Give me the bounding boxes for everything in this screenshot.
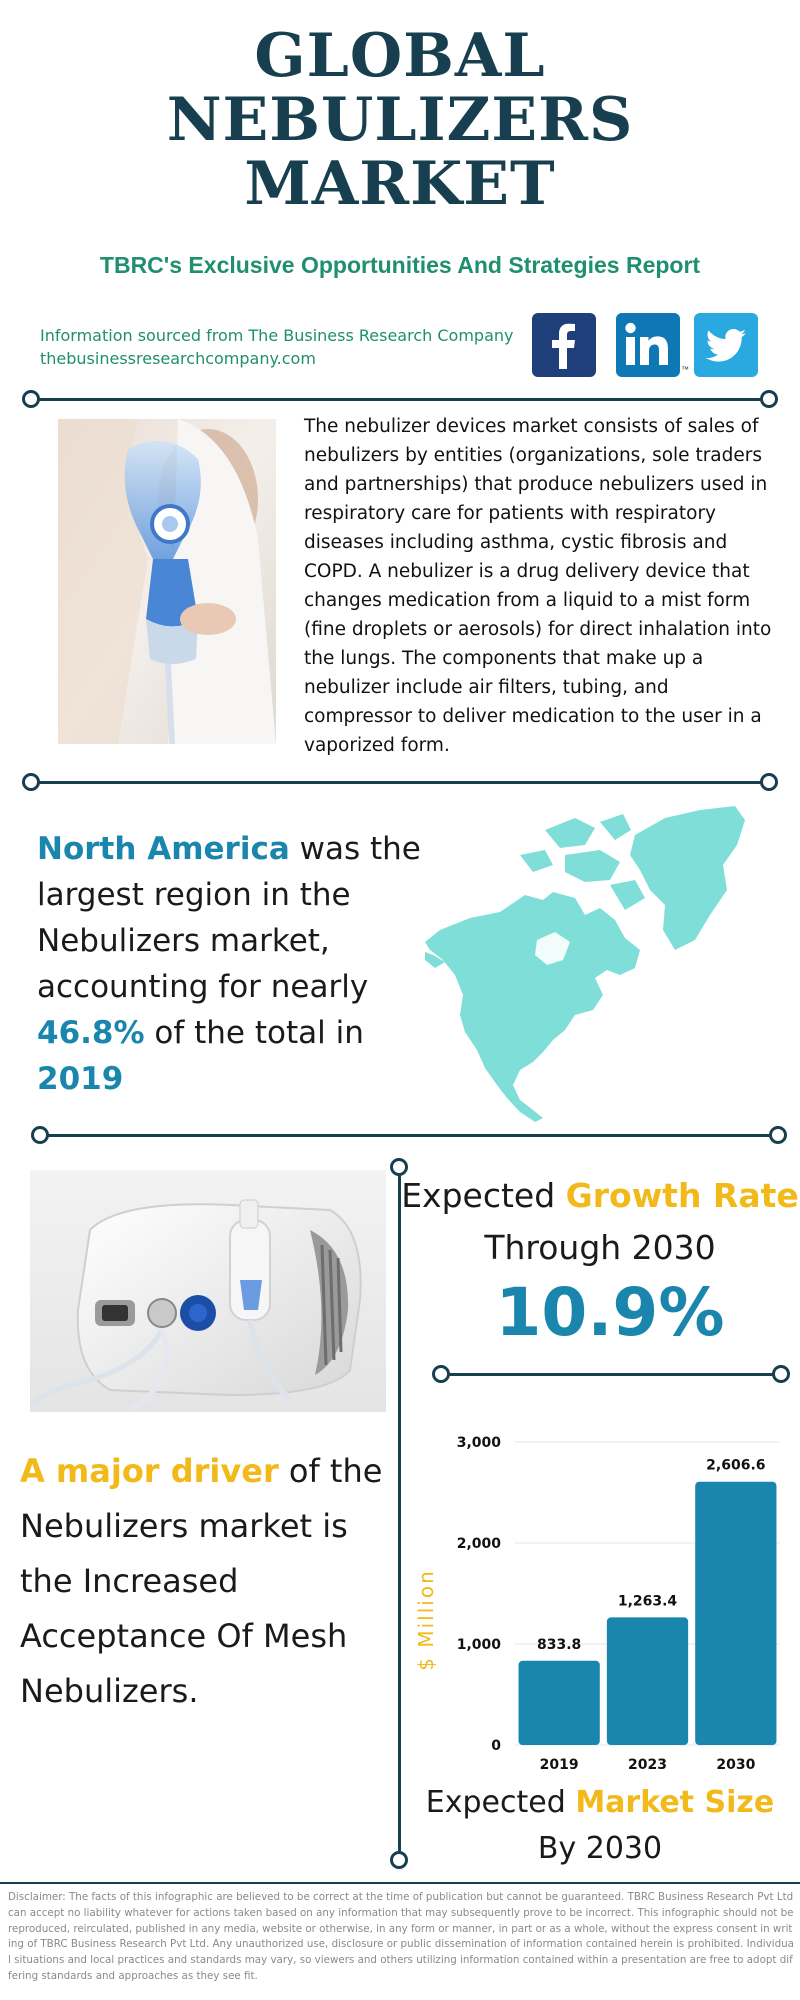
market-label-period: By 2030: [537, 1831, 663, 1866]
region-text: of the total in: [144, 1015, 364, 1051]
data-label: 2,606.6: [706, 1457, 766, 1474]
divider-node: [22, 773, 40, 791]
x-tick-label: 2019: [539, 1757, 579, 1773]
divider: [441, 1373, 781, 1376]
y-axis-label: $ Million: [414, 1569, 438, 1671]
region-share: 46.8%: [37, 1015, 145, 1051]
y-tick-label: 3,000: [456, 1435, 501, 1451]
divider-node: [760, 773, 778, 791]
page-title: [0, 21, 800, 219]
source-line: Information sourced from The Business Research Company: [40, 326, 514, 345]
divider-node: [760, 390, 778, 408]
y-tick-label: 2,000: [456, 1536, 501, 1552]
divider-node: [772, 1365, 790, 1383]
trademark-symbol: ™: [681, 365, 689, 374]
title-line: GLOBAL: [254, 21, 546, 91]
disclaimer-text: Disclaimer: The facts of this infographic are believed to be correct at the time of publication but cannot be guaranteed. TBRC Business Research Pvt Ltd can accept no liability whatever for actions taken based on any information that may subsequently prove to be incorrect. This infographic should not be reproduced, reirculated, published in any media, website or otherwise, in any form or manner, in part or as a whole, without the express consent in writing of TBRC Business Research Pvt Ltd. Any unauthorized use, disclosure or public dissemination of information contained herein is prohibited. Individual situations and local practices and standards may vary, so viewers and others utilizing information contained within a presentation are free to adopt differing standards and approaches as they see fit.: [8, 1891, 794, 1982]
region-year: 2019: [37, 1061, 124, 1097]
y-tick-label: 1,000: [456, 1637, 501, 1653]
divider: [31, 781, 770, 784]
driver-highlight: A major driver: [20, 1452, 279, 1490]
growth-rate-label: [400, 1170, 800, 1274]
x-tick-label: 2030: [716, 1757, 756, 1773]
divider: [31, 398, 770, 401]
bar: [519, 1661, 600, 1745]
growth-label-highlight: Growth Rate: [565, 1176, 799, 1215]
market-label-highlight: Market Size: [575, 1785, 775, 1820]
divider-node: [432, 1365, 450, 1383]
disclaimer-divider: [0, 1882, 800, 1884]
subtitle: TBRC's Exclusive Opportunities And Strategies Report: [99, 252, 701, 278]
divider-node: [22, 390, 40, 408]
divider-node: [31, 1126, 49, 1144]
linkedin-icon[interactable]: [616, 313, 680, 377]
nebulizer-mask-photo: [58, 419, 276, 744]
region-statement: [37, 826, 427, 1102]
title-line: MARKET: [244, 149, 556, 219]
divider-node: [769, 1126, 787, 1144]
data-label: 1,263.4: [617, 1593, 678, 1610]
market-label-text: Expected: [425, 1785, 576, 1820]
region-text: was the largest region in the Nebulizers market, accounting for nearly: [37, 831, 421, 1005]
north-america-map: [425, 800, 755, 1125]
bar-chart-svg: [405, 1420, 785, 1780]
facebook-icon[interactable]: [532, 313, 596, 377]
market-size-chart: [405, 1420, 785, 1785]
source-info: [40, 324, 513, 370]
region-name: North America: [37, 831, 290, 867]
market-driver: [20, 1444, 400, 1719]
bar: [607, 1617, 688, 1745]
driver-text: of the Nebulizers market is the Increased Acceptance Of Mesh Nebulizers.: [20, 1452, 383, 1710]
source-url[interactable]: thebusinessresearchcompany.com: [40, 349, 316, 368]
x-tick-label: 2023: [628, 1757, 667, 1773]
twitter-icon[interactable]: [694, 313, 758, 377]
growth-label-text: Expected: [401, 1176, 566, 1215]
divider: [40, 1134, 780, 1137]
growth-rate-value: 10.9%: [495, 1274, 725, 1351]
title-line: NEBULIZERS: [166, 85, 634, 155]
market-size-label: [400, 1780, 800, 1872]
nebulizer-machine-photo: [30, 1170, 386, 1412]
growth-label-period: Through 2030: [484, 1228, 716, 1267]
bar: [695, 1482, 776, 1745]
y-tick-label: 0: [491, 1738, 501, 1754]
market-description: The nebulizer devices market consists of sales of nebulizers by entities (organizations, sole traders and partnerships) that produce nebulizers used in respiratory care for patients with respiratory diseases including asthma, cystic fibrosis and COPD. A nebulizer is a drug delivery device that changes medication from a liquid to a mist form (fine droplets or aerosols) for direct inhalation into the lungs. The components that make up a nebulizer include air filters, tubing, and compressor to deliver medication to the user in a vaporized form.: [304, 416, 772, 756]
data-label: 833.8: [537, 1636, 582, 1653]
